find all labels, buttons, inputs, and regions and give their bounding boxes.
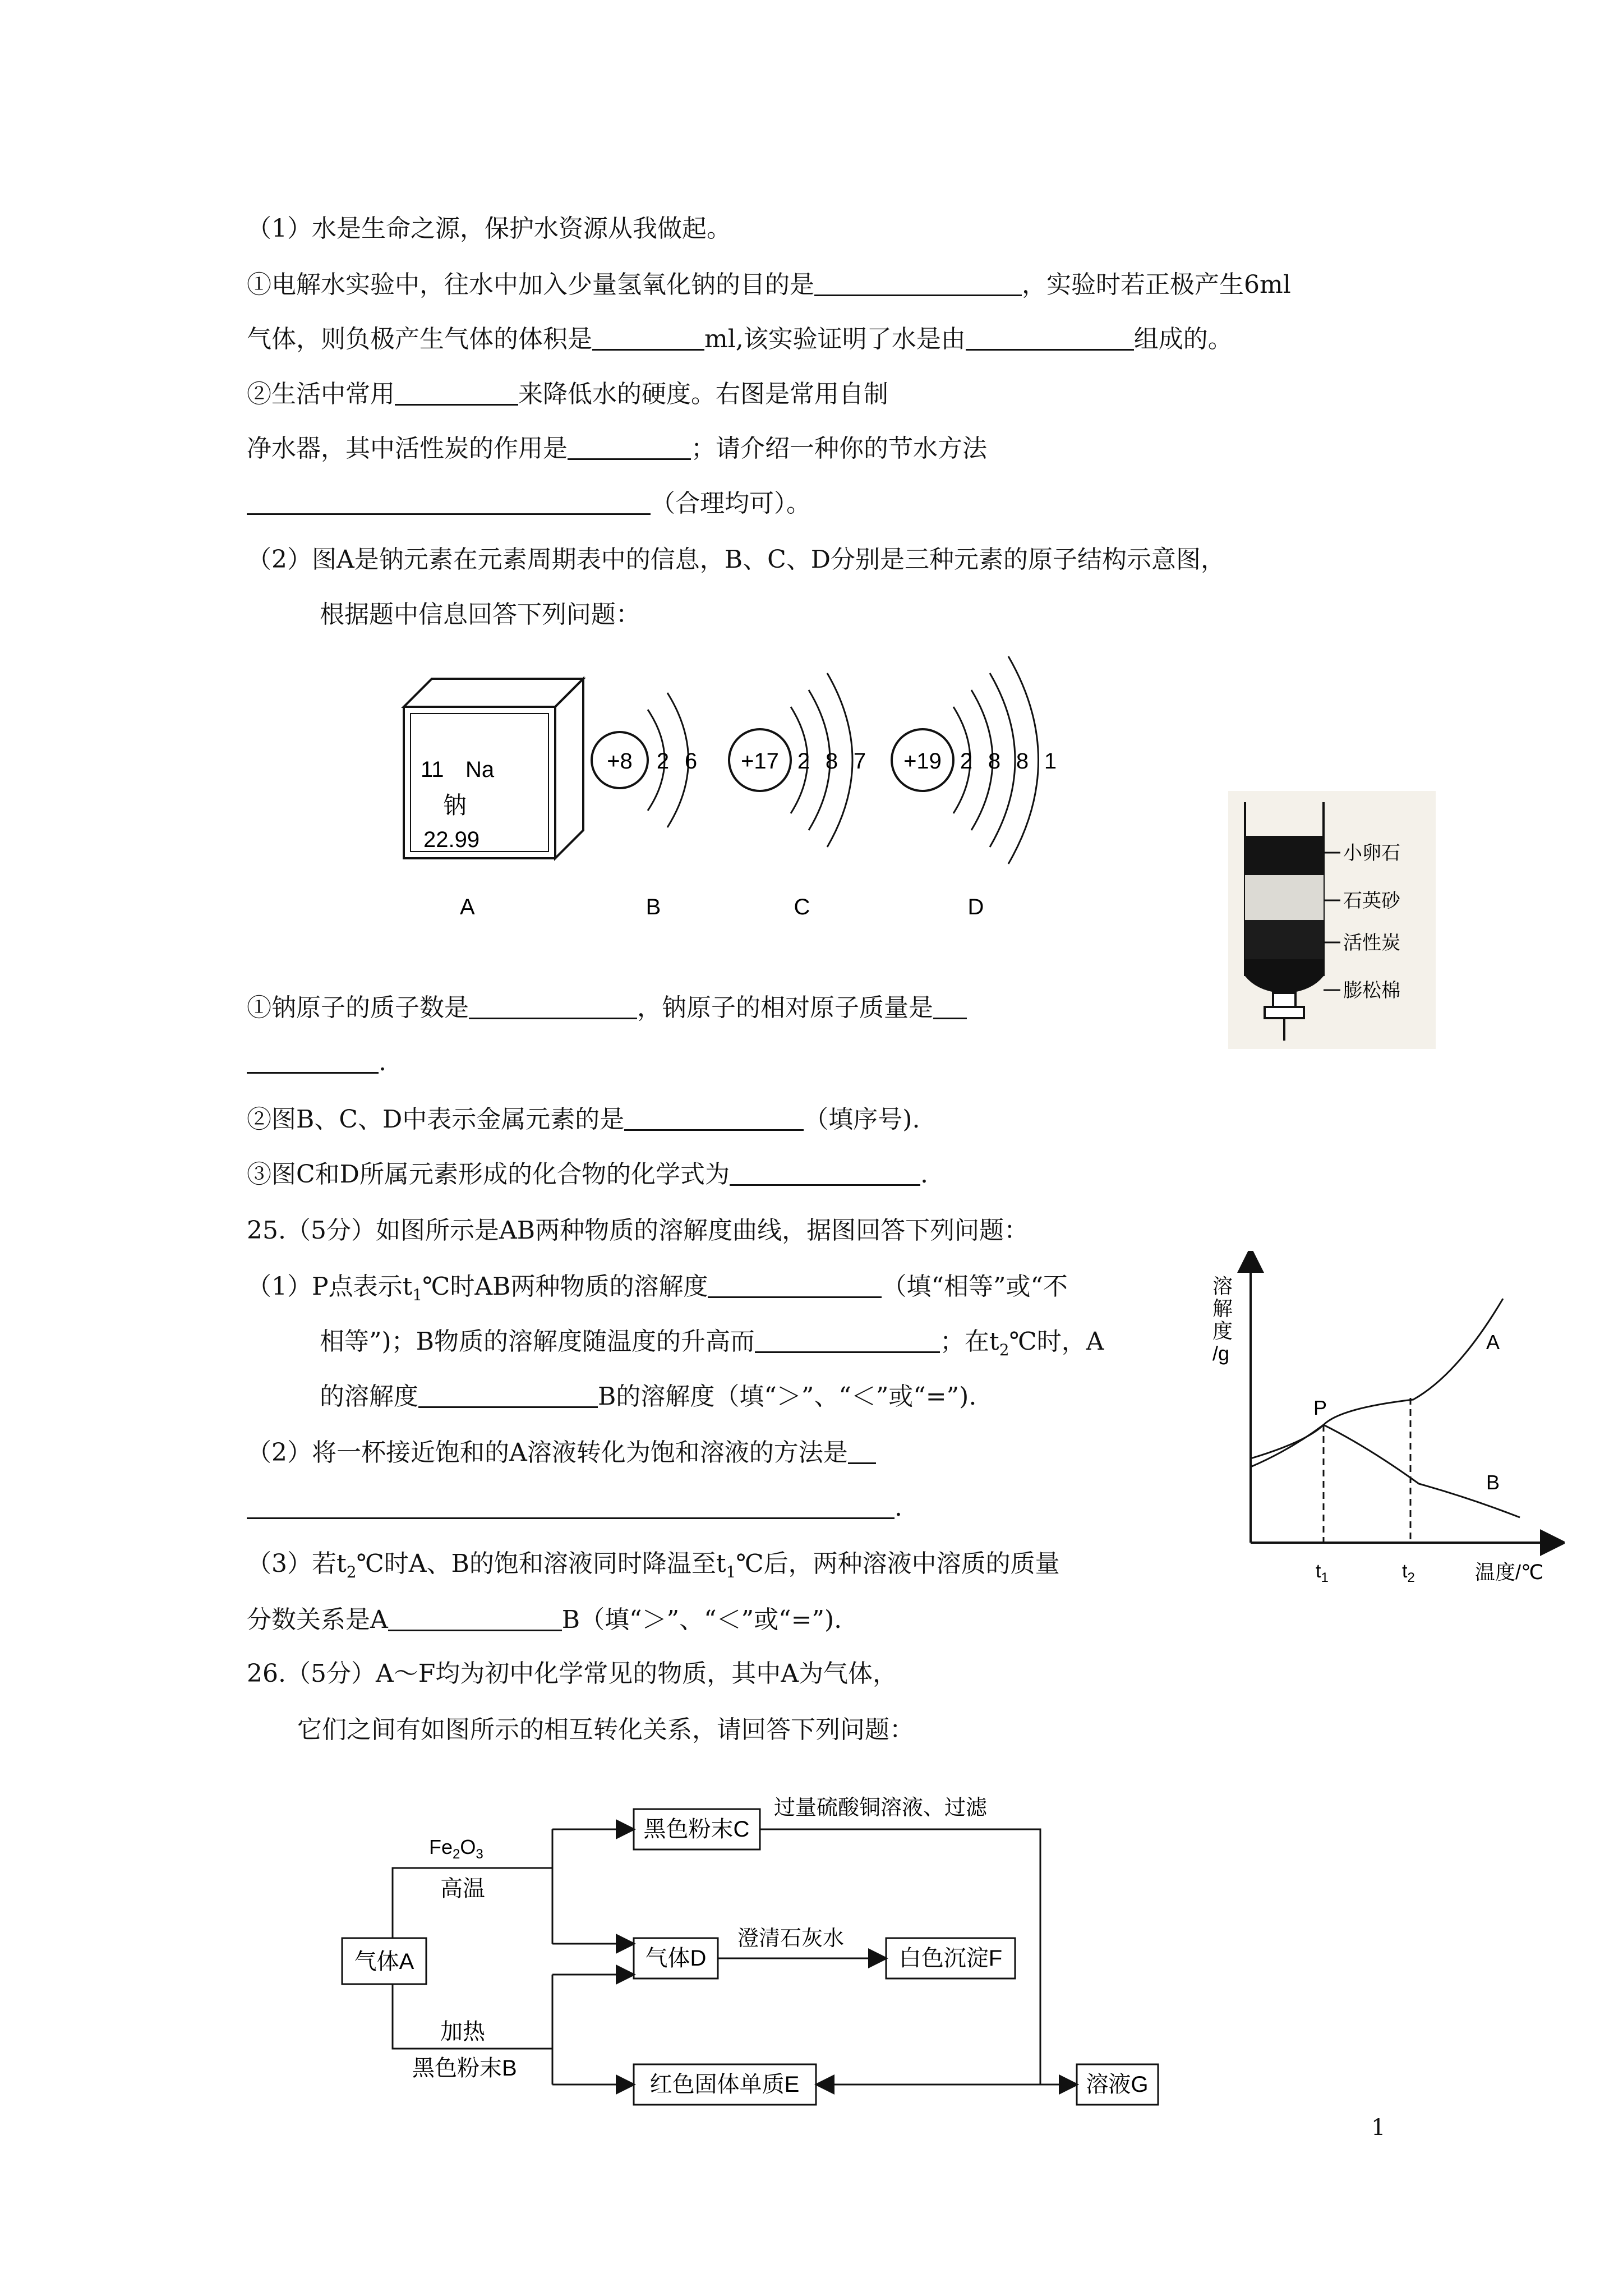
text: （填“相等”或“不: [882, 1272, 1068, 1301]
element-card-a: [404, 679, 583, 919]
text: ，实验时若正极产生6ml: [1022, 270, 1291, 299]
q25-part3-line2: [247, 1603, 842, 1637]
atom-c-shell-1: 2: [797, 749, 810, 774]
q25-part2-line2: [247, 1491, 902, 1525]
atom-b-shell-2: 6: [684, 749, 698, 774]
text: B（填“＞”、“＜”或“=”).: [561, 1605, 842, 1634]
reagent-limewater: 澄清石灰水: [737, 1927, 845, 1950]
text: Fe: [429, 1835, 453, 1858]
atom-c-shell-2: 8: [825, 749, 838, 774]
curve-a: [1251, 1299, 1503, 1458]
answer-blank[interactable]: [469, 995, 637, 1019]
element-name: 钠: [443, 792, 467, 818]
subscript: 1: [726, 1562, 736, 1581]
subscript: 2: [453, 1847, 460, 1862]
text: 气体，则负极产生气体的体积是: [247, 325, 592, 353]
subscript: 2: [1407, 1570, 1415, 1585]
q26-header-line2: 它们之间有如图所示的相互转化关系，请回答下列问题：: [297, 1715, 914, 1744]
subscript: 2: [346, 1562, 357, 1581]
text: ml,该实验证明了水是由: [704, 325, 966, 353]
answer-blank[interactable]: [592, 326, 704, 351]
condition-heat: 加热: [440, 2019, 485, 2044]
text: ①电解水实验中，往水中加入少量氢氧化钠的目的是: [247, 270, 814, 299]
text: t: [1316, 1561, 1321, 1582]
solution-g-label: 溶液G: [1086, 2072, 1149, 2097]
answer-blank[interactable]: [624, 1107, 804, 1131]
text: ℃时，A: [1009, 1327, 1104, 1356]
filter-label-carbon: 活性炭: [1343, 932, 1400, 954]
q24-part2-b: [247, 1103, 920, 1137]
text: ②图B、C、D中表示金属元素的是: [247, 1105, 625, 1134]
answer-blank[interactable]: [814, 272, 1022, 296]
reagent-excess-cuso4: 过量硫酸铜溶液、过滤: [774, 1796, 988, 1820]
q24-part1-b-line3: [247, 487, 811, 521]
atom-d-shell-3: 8: [1016, 749, 1029, 774]
answer-blank[interactable]: [388, 1607, 562, 1631]
sand-layer: [1245, 875, 1324, 920]
q24-part2-intro-line2: 根据题中信息回答下列问题：: [320, 600, 640, 629]
q25-part2-line1: [247, 1436, 876, 1470]
text: .: [379, 1048, 386, 1076]
text: .: [920, 1160, 928, 1189]
q25-part1-line3: [320, 1380, 976, 1414]
text: ℃后，两种溶液中溶质的质量: [736, 1549, 1060, 1578]
answer-blank[interactable]: [755, 1329, 940, 1353]
water-filter-figure: [1228, 791, 1436, 1049]
q25-part1-line2: [320, 1325, 1104, 1367]
figure-label-b: B: [645, 895, 661, 919]
q26-header-line1: 26.（5分）A～F均为初中化学常见的物质，其中A为气体，: [247, 1659, 898, 1688]
point-p-label: P: [1313, 1396, 1327, 1419]
filter-label-cotton: 膨松棉: [1343, 980, 1400, 1001]
q24-part1-b-line2: [247, 432, 987, 466]
atom-b-shell-1: 2: [656, 749, 670, 774]
figure-label-d: D: [967, 895, 984, 919]
subscript: 2: [999, 1340, 1009, 1359]
q24-part1-b-line1: [247, 378, 888, 411]
answer-blank[interactable]: [848, 1440, 876, 1464]
y-label-2: 解: [1212, 1297, 1233, 1320]
curve-b-label: B: [1486, 1471, 1500, 1494]
answer-blank[interactable]: [933, 995, 967, 1019]
q24-part1-intro: （1）水是生命之源，保护水资源从我做起。: [247, 214, 731, 243]
answer-blank[interactable]: [247, 1050, 379, 1074]
curve-b: [1251, 1425, 1520, 1517]
text: 的溶解度: [320, 1382, 418, 1411]
atom-c: [729, 673, 866, 919]
curve-a-label: A: [1486, 1331, 1500, 1354]
answer-blank[interactable]: [418, 1384, 598, 1408]
text: ℃时AB两种物质的溶解度: [422, 1272, 708, 1301]
element-number: 11: [421, 757, 444, 782]
element-symbol: Na: [465, 757, 495, 782]
atom-d-shell-1: 2: [960, 749, 973, 774]
pebble-layer: [1245, 836, 1324, 875]
text: （1）P点表示t: [247, 1272, 413, 1301]
answer-blank[interactable]: [247, 1495, 895, 1519]
text: ℃时A、B的饱和溶液同时降温至t: [356, 1549, 726, 1578]
figure-label-c: C: [794, 895, 810, 919]
t1-label: [1316, 1561, 1329, 1585]
answer-blank[interactable]: [568, 436, 691, 460]
q24-part2-a-line2: [247, 1046, 386, 1079]
q24-part1-a-line2: [247, 323, 1233, 356]
q24-part2-c: [247, 1158, 928, 1191]
atom-b-nucleus: +8: [607, 749, 633, 774]
text: ，钠原子的相对原子质量是: [637, 993, 933, 1022]
text: t: [1402, 1561, 1408, 1582]
figure-label-a: A: [460, 895, 475, 919]
text: .: [895, 1493, 902, 1522]
subscript: 1: [412, 1285, 423, 1304]
atom-d-nucleus: +19: [903, 749, 942, 774]
gas-d-label: 气体D: [645, 1946, 707, 1971]
text: ③图C和D所属元素形成的化合物的化学式为: [247, 1160, 730, 1189]
gas-a-label: 气体A: [354, 1949, 414, 1974]
atom-b: [592, 693, 697, 919]
answer-blank[interactable]: [708, 1274, 882, 1298]
condition-high-temp: 高温: [440, 1876, 485, 1901]
y-label-3: 度: [1212, 1319, 1233, 1342]
atom-c-shell-3: 7: [853, 749, 866, 774]
white-f-label: 白色沉淀F: [898, 1946, 1003, 1971]
y-label-4: /g: [1212, 1342, 1230, 1365]
answer-blank[interactable]: [395, 381, 518, 406]
reagent-fe2o3: [429, 1835, 483, 1862]
atom-structure-figure: [387, 639, 1082, 931]
q25-header: 25.（5分）如图所示是AB两种物质的溶解度曲线，据图回答下列问题：: [247, 1216, 1029, 1245]
subscript: 1: [1321, 1570, 1329, 1585]
text: 来降低水的硬度。右图是常用自制: [518, 380, 888, 408]
solubility-curve-figure: [1206, 1251, 1565, 1599]
text: 净水器，其中活性炭的作用是: [247, 434, 568, 463]
filter-label-pebble: 小卵石: [1343, 843, 1400, 864]
q24-part2-intro-line1: （2）图A是钠元素在元素周期表中的信息，B、C、D分别是三种元素的原子结构示意图，: [247, 545, 1226, 574]
text: 分数关系是A: [247, 1605, 388, 1634]
subscript: 3: [476, 1847, 483, 1862]
text: ；请介绍一种你的节水方法: [691, 434, 987, 463]
text: （填序号).: [804, 1105, 920, 1134]
answer-blank[interactable]: [730, 1162, 920, 1186]
text: O: [460, 1835, 476, 1858]
answer-blank[interactable]: [966, 326, 1134, 351]
atom-d: [892, 656, 1057, 919]
reagent-black-b: 黑色粉末B: [412, 2056, 517, 2081]
filter-label-sand: 石英砂: [1343, 890, 1400, 912]
black-c-label: 黑色粉末C: [643, 1817, 750, 1842]
conversion-flow-figure: [331, 1767, 1195, 2126]
text: ②生活中常用: [247, 380, 395, 408]
page-number: 1: [1371, 2115, 1386, 2141]
answer-blank[interactable]: [247, 491, 651, 515]
x-axis-label: 温度/℃: [1475, 1561, 1544, 1584]
atom-d-shell-4: 1: [1044, 749, 1057, 774]
text: （3）若t: [247, 1549, 347, 1578]
q24-part2-a-line1: [247, 991, 967, 1025]
text: 组成的。: [1133, 325, 1233, 353]
text: （合理均可）。: [651, 489, 811, 518]
atom-d-shell-2: 8: [988, 749, 1001, 774]
carbon-layer: [1245, 920, 1324, 959]
q24-part1-a-line1: [247, 268, 1291, 302]
q25-part3-line1: [247, 1547, 1060, 1589]
t2-label: [1402, 1561, 1415, 1585]
text: ①钠原子的质子数是: [247, 993, 469, 1022]
y-label-1: 溶: [1212, 1274, 1233, 1297]
element-mass: 22.99: [423, 827, 480, 852]
text: （2）将一杯接近饱和的A溶液转化为饱和溶液的方法是: [247, 1438, 848, 1467]
red-e-label: 红色固体单质E: [649, 2072, 800, 2097]
text: 相等”)；B物质的溶解度随温度的升高而: [320, 1327, 755, 1356]
text: B的溶解度（填“＞”、“＜”或“=”).: [598, 1382, 977, 1411]
text: ；在t: [940, 1327, 999, 1356]
atom-c-nucleus: +17: [741, 749, 779, 774]
q25-part1-line1: [247, 1270, 1068, 1312]
